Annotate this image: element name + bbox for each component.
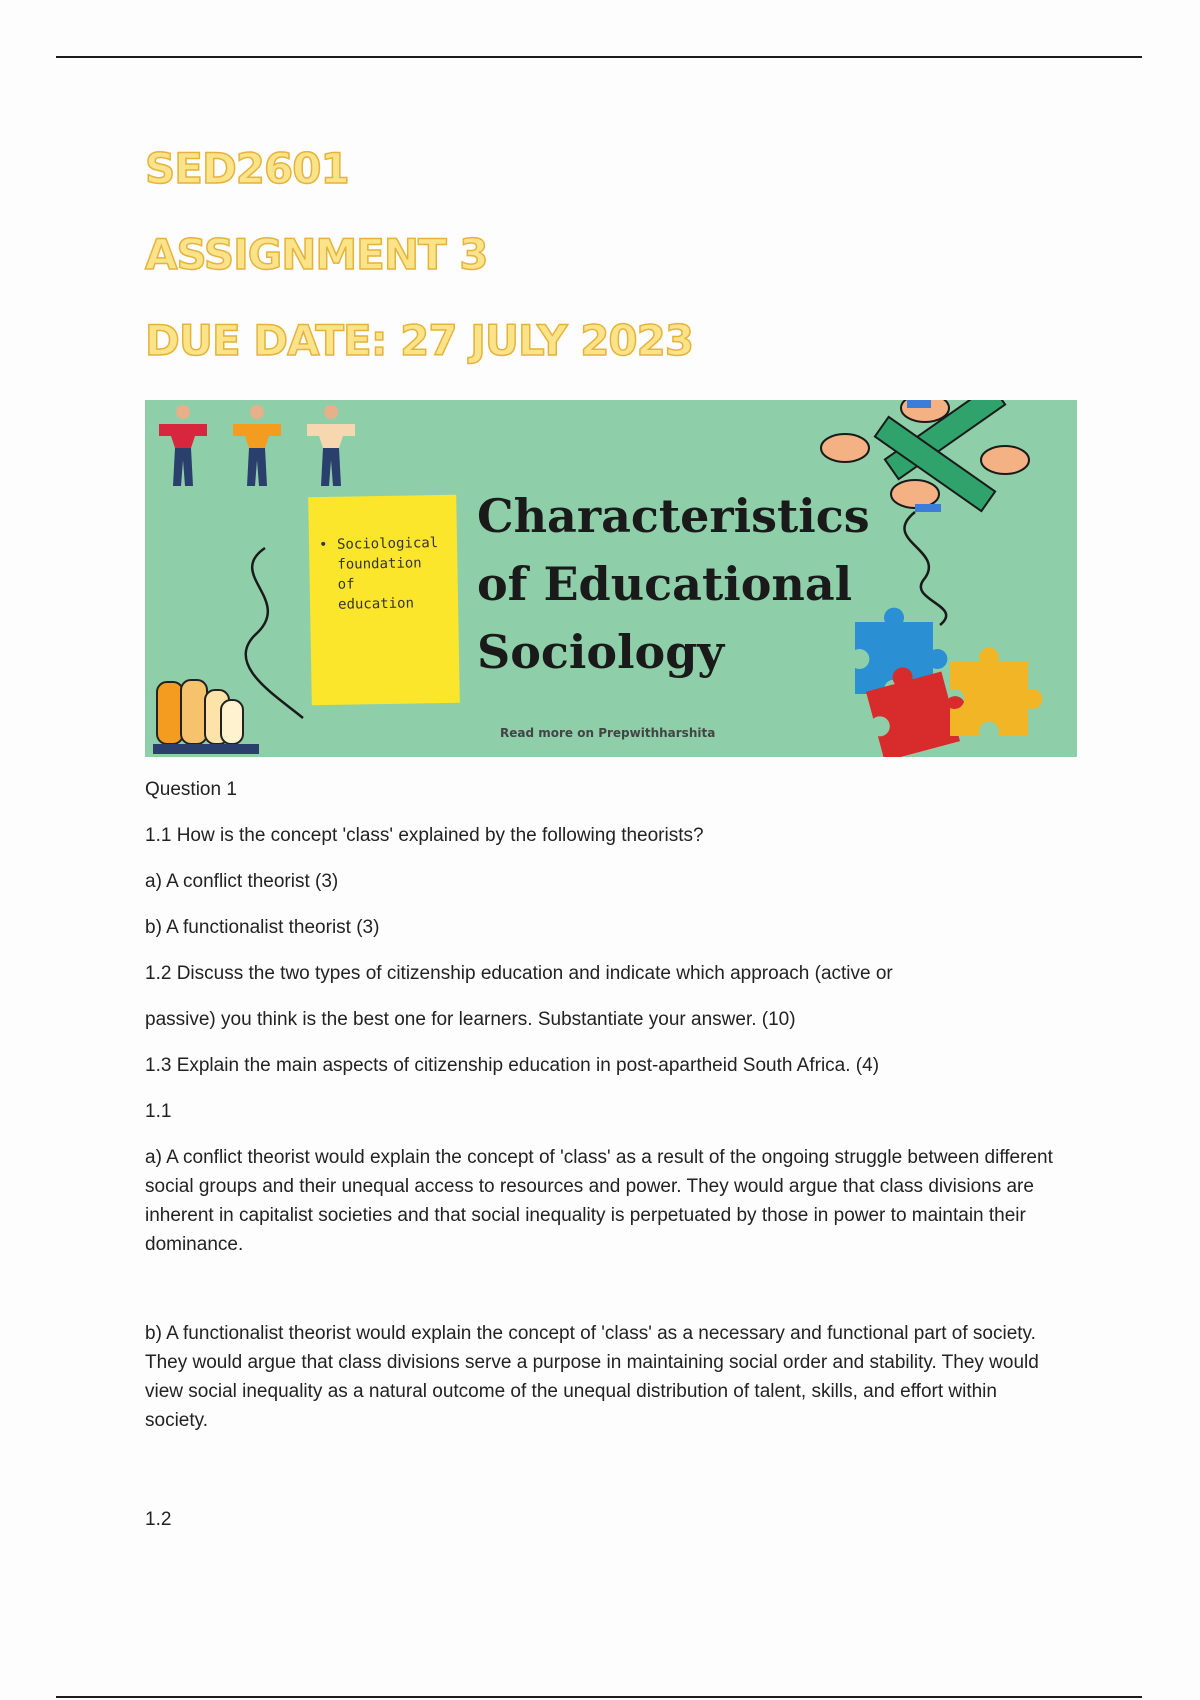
bottom-rule [56,1696,1142,1698]
assignment-title: ASSIGNMENT 3 [145,230,488,279]
question-heading: Question 1 [145,779,237,800]
squiggle-left [246,548,303,718]
document-body [145,775,1065,1535]
answer-label-1-1: 1.1 [145,1101,172,1122]
sticky-note [308,495,460,706]
banner-title-line-2: of Educational [477,557,853,611]
squiggle-right [904,512,946,625]
sticky-note-text [319,533,460,615]
banner-image [145,400,1077,757]
puzzle-pieces-illustration [855,608,1042,757]
course-code: SED2601 [145,144,349,193]
answer-1-1b: b) A functionalist theorist would explain the concept of 'class' as a necessary and functional part of society. They would argue that class divisions serve a purpose in maintaining social order and stability. They would view social inequality as a natural outcome of the unequal distribution of talent, skills, and effort within society. [145,1323,1039,1431]
question-1-1a: a) A conflict theorist (3) [145,871,339,892]
banner-title-line-1: Characteristics [477,489,870,543]
people-illustration [159,405,355,486]
question-1-1b: b) A functionalist theorist (3) [145,917,380,938]
raised-hands-illustration [153,680,259,754]
sticky-label: Sociological foundation of education [336,535,439,613]
banner-title [477,482,870,686]
question-1-2-line-2: passive) you think is the best one for learners. Substantiate your answer. (10) [145,1009,796,1030]
answer-1-1a: a) A conflict theorist would explain the concept of 'class' as a result of the ongoing struggle between different social groups and their unequal access to resources and power. They would argue that class divisions are inherent in capitalist societies and that social inequality is perpetuated by those in power to maintain their dominance. [145,1147,1053,1255]
due-date: DUE DATE: 27 JULY 2023 [145,316,694,365]
answer-label-1-2: 1.2 [145,1509,172,1530]
question-1-2-line-1: 1.2 Discuss the two types of citizenship education and indicate which approach (active or [145,963,893,984]
banner-credit: Read more on Prepwithharshita [500,726,716,740]
question-1-1: 1.1 How is the concept 'class' explained by the following theorists? [145,825,704,846]
sticky-bullet: • [318,536,328,554]
top-rule [56,56,1142,58]
document-header [145,144,694,406]
banner-title-line-3: Sociology [477,625,725,679]
question-1-3: 1.3 Explain the main aspects of citizenship education in post-apartheid South Africa. (4) [145,1055,880,1076]
